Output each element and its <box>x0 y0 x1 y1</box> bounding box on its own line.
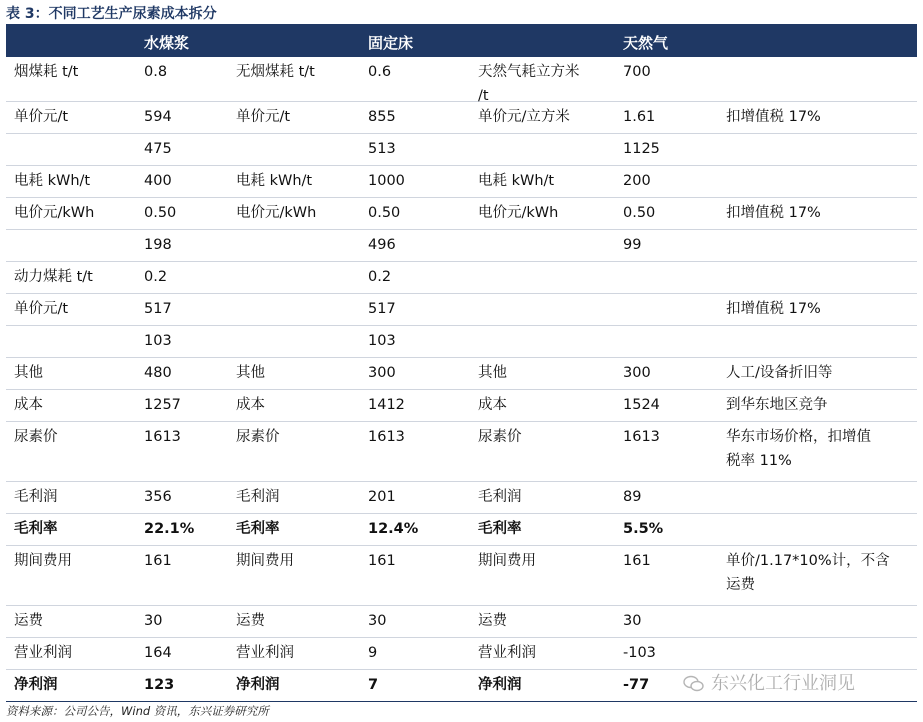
table-cell: 1000 <box>368 173 405 189</box>
table-cell: 毛利润 <box>478 489 522 505</box>
table-cell: 161 <box>144 553 172 569</box>
table-cell: 517 <box>368 301 396 317</box>
table-cell: 300 <box>623 365 651 381</box>
table-cell: 运费 <box>14 613 43 629</box>
table-cell: 0.50 <box>368 205 401 221</box>
table-cell: 30 <box>368 613 387 629</box>
table-cell: 毛利润 <box>14 489 58 505</box>
table-row <box>6 638 917 670</box>
table-cell: 尿素价 <box>478 429 522 445</box>
table-cell: 毛利率 <box>236 521 280 537</box>
table-cell: 99 <box>623 237 642 253</box>
table-row <box>6 230 917 262</box>
table-cell: 1257 <box>144 397 181 413</box>
table-cell: 0.2 <box>368 269 392 285</box>
table-cell: 400 <box>144 173 172 189</box>
table-cell: 扣增值税 17% <box>726 109 821 125</box>
table-cell: 89 <box>623 489 642 505</box>
table-cell: 480 <box>144 365 172 381</box>
table-cell: 运费 <box>478 613 507 629</box>
table-cell: 123 <box>144 677 175 693</box>
table-cell: 161 <box>368 553 396 569</box>
table-row <box>6 262 917 294</box>
table-cell: 单价元/t <box>236 109 291 125</box>
table-cell: 164 <box>144 645 172 661</box>
table-cell: 1524 <box>623 397 660 413</box>
table-row <box>6 422 917 482</box>
table-row <box>6 166 917 198</box>
table-cell: 其他 <box>478 365 507 381</box>
table-cell: 198 <box>144 237 172 253</box>
table-cell: 475 <box>144 141 172 157</box>
table-cell: 201 <box>368 489 396 505</box>
table-cell: 1.61 <box>623 109 656 125</box>
table-body <box>6 57 917 702</box>
table-cell: 无烟煤耗 t/t <box>236 64 315 80</box>
table-cell: 1613 <box>623 429 660 445</box>
table-cell: 7 <box>368 677 379 693</box>
table-cell: 成本 <box>236 397 265 413</box>
table-cell: 净利润 <box>14 677 58 693</box>
table-cell: 30 <box>144 613 163 629</box>
table-cell: 单价元/t <box>14 109 69 125</box>
table-cell: 电价元/kWh <box>236 205 317 221</box>
source-note: 资料来源：公司公告，Wind 资讯，东兴证券研究所 <box>6 704 269 718</box>
table-cell: 200 <box>623 173 651 189</box>
table-cell: 华东市场价格，扣增值 税率 11% <box>726 429 871 469</box>
table-header <box>6 25 917 57</box>
table-cell: 513 <box>368 141 396 157</box>
watermark-text: 东兴化工行业洞见 <box>711 673 855 694</box>
table-cell: 12.4% <box>368 521 419 537</box>
cost-breakdown-table <box>6 24 917 702</box>
table-cell: 营业利润 <box>236 645 294 661</box>
table-cell: 尿素价 <box>236 429 280 445</box>
table-row <box>6 57 917 102</box>
table-cell: 电价元/kWh <box>478 205 559 221</box>
table-cell: 成本 <box>478 397 507 413</box>
table-cell: 电价元/kWh <box>14 205 95 221</box>
table-cell: 营业利润 <box>14 645 72 661</box>
table-cell: 到华东地区竞争 <box>726 397 828 413</box>
table-cell: 0.2 <box>144 269 168 285</box>
table-cell: 毛利润 <box>236 489 280 505</box>
table-cell: 其他 <box>14 365 43 381</box>
table-cell: 30 <box>623 613 642 629</box>
table-cell: 期间费用 <box>236 553 294 569</box>
header-natural-gas: 天然气 <box>623 34 669 52</box>
table-cell: 电耗 kWh/t <box>14 173 91 189</box>
table-cell: -103 <box>623 645 656 661</box>
header-fixed-bed: 固定床 <box>368 34 414 52</box>
table-row <box>6 134 917 166</box>
table-cell: 0.6 <box>368 64 392 80</box>
table-row <box>6 482 917 514</box>
table-cell: 700 <box>623 64 651 80</box>
table-cell: 烟煤耗 t/t <box>14 64 79 80</box>
table-cell: 扣增值税 17% <box>726 205 821 221</box>
table-cell: 161 <box>623 553 651 569</box>
table-cell: 电耗 kWh/t <box>478 173 555 189</box>
table-cell: 其他 <box>236 365 265 381</box>
table-cell: 营业利润 <box>478 645 536 661</box>
table-cell: 1613 <box>144 429 181 445</box>
table-cell: 103 <box>368 333 396 349</box>
table-cell: 动力煤耗 t/t <box>14 269 93 285</box>
table-cell: 运费 <box>236 613 265 629</box>
header-coal-water-slurry: 水煤浆 <box>144 34 190 52</box>
table-cell: 1125 <box>623 141 660 157</box>
table-cell: 毛利率 <box>14 521 58 537</box>
table-cell: 22.1% <box>144 521 195 537</box>
table-cell: 103 <box>144 333 172 349</box>
table-row <box>6 514 917 546</box>
table-row <box>6 546 917 606</box>
table-row <box>6 294 917 326</box>
table-row <box>6 358 917 390</box>
table-row <box>6 198 917 230</box>
table-cell: 9 <box>368 645 378 661</box>
table-row <box>6 606 917 638</box>
table-cell: 855 <box>368 109 396 125</box>
table-cell: 1613 <box>368 429 405 445</box>
table-cell: 扣增值税 17% <box>726 301 821 317</box>
table-cell: 0.50 <box>144 205 177 221</box>
table-cell: 成本 <box>14 397 43 413</box>
table-cell: 人工/设备折旧等 <box>726 365 833 381</box>
table-cell: 300 <box>368 365 396 381</box>
table-cell: 期间费用 <box>478 553 536 569</box>
table-cell: 517 <box>144 301 172 317</box>
table-cell: 0.50 <box>623 205 656 221</box>
table-caption: 表 3：不同工艺生产尿素成本拆分 <box>6 6 217 22</box>
table-cell: -77 <box>623 677 650 693</box>
table-cell: 电耗 kWh/t <box>236 173 313 189</box>
table-cell: 净利润 <box>478 677 522 693</box>
table-row <box>6 102 917 134</box>
table-cell: 单价/1.17*10%计，不含 运费 <box>726 553 890 593</box>
wechat-icon <box>683 675 705 693</box>
table-row <box>6 390 917 422</box>
table-cell: 356 <box>144 489 172 505</box>
table-row <box>6 326 917 358</box>
table-cell: 594 <box>144 109 172 125</box>
table-cell: 0.8 <box>144 64 168 80</box>
table-cell: 毛利率 <box>478 521 522 537</box>
table-cell: 5.5% <box>623 521 664 537</box>
table-cell: 天然气耗立方米 /t <box>478 64 580 104</box>
watermark <box>683 669 855 695</box>
table-cell: 单价元/立方米 <box>478 109 570 125</box>
table-cell: 496 <box>368 237 396 253</box>
table-cell: 单价元/t <box>14 301 69 317</box>
table-cell: 尿素价 <box>14 429 58 445</box>
table-cell: 净利润 <box>236 677 280 693</box>
table-cell: 1412 <box>368 397 405 413</box>
table-cell: 期间费用 <box>14 553 72 569</box>
